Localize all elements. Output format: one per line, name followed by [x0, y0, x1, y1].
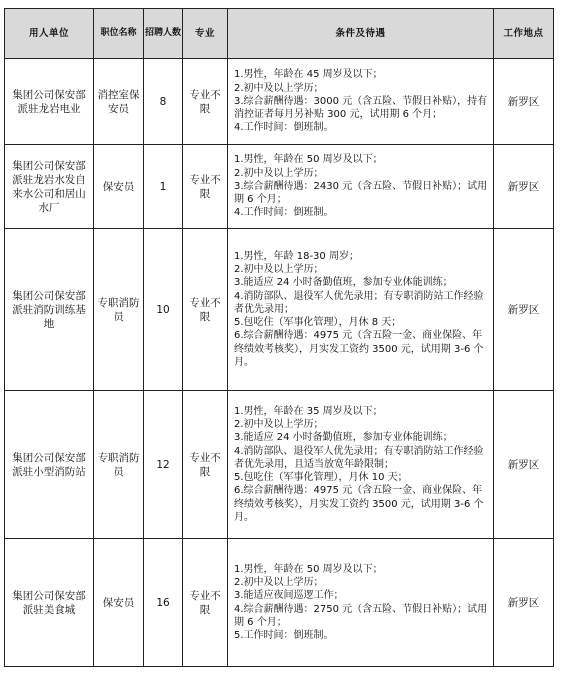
cell-unit: 集团公司保安部派驻龙岩电业 [5, 59, 94, 145]
condition-item: 4.综合薪酬待遇：2750 元（含五险、节假日补贴）；试用期 6 个月； [234, 603, 488, 628]
condition-item: 1.男性，年龄在 50 周岁及以下； [234, 563, 383, 575]
cell-location: 新罗区 [494, 539, 554, 667]
header-location: 工作地点 [494, 9, 554, 59]
table-row [5, 145, 554, 229]
table-row [5, 391, 554, 539]
condition-item: 5.包吃住（军事化管理），月休 8 天； [234, 317, 402, 329]
cell-unit: 集团公司保安部派驻小型消防站 [5, 391, 94, 539]
table-row [5, 59, 554, 145]
condition-item: 2.初中及以上学历； [234, 419, 324, 431]
condition-item: 4.消防部队、退役军人优先录用；有专职消防站工作经验者优先录用，且适当放宽年龄限制； [234, 445, 484, 470]
header-position: 职位名称 [94, 9, 144, 59]
cell-major: 专业不限 [183, 59, 228, 145]
recruitment-table [4, 8, 554, 667]
cell-position: 消控室保安员 [94, 59, 144, 145]
cell-conditions [228, 59, 494, 145]
cell-unit: 集团公司保安部派驻消防训练基地 [5, 229, 94, 391]
condition-item: 2.初中及以上学历； [234, 167, 324, 179]
cell-conditions [228, 391, 494, 539]
cell-conditions [228, 145, 494, 229]
condition-item: 3.能适应夜间巡逻工作； [234, 590, 344, 602]
cell-recruit-count: 8 [144, 59, 183, 145]
condition-item: 4.消防部队、退役军人优先录用；有专职消防站工作经验者优先录用； [234, 290, 484, 315]
cell-recruit-count: 1 [144, 145, 183, 229]
cell-location: 新罗区 [494, 391, 554, 539]
cell-position: 保安员 [94, 145, 144, 229]
condition-item: 5.包吃住（军事化管理），月休 10 天； [234, 472, 408, 484]
cell-recruit-count: 10 [144, 229, 183, 391]
condition-item: 4.工作时间：倒班制。 [234, 122, 334, 134]
cell-unit: 集团公司保安部派驻美食城 [5, 539, 94, 667]
cell-major: 专业不限 [183, 391, 228, 539]
cell-major: 专业不限 [183, 539, 228, 667]
cell-major: 专业不限 [183, 145, 228, 229]
condition-item: 2.初中及以上学历； [234, 82, 324, 94]
cell-location: 新罗区 [494, 59, 554, 145]
header-row [5, 9, 554, 59]
header-major: 专业 [183, 9, 228, 59]
cell-conditions [228, 229, 494, 391]
condition-item: 6.综合薪酬待遇：4975 元（含五险一金、商业保险、年终绩效考核奖），月实发工资约 3500 元，试用期 3-6 个月。 [234, 485, 484, 523]
condition-item: 6.综合薪酬待遇：4975 元（含五险一金、商业保险、年终绩效考核奖），月实发工资约 3500 元，试用期 3-6 个月。 [234, 330, 484, 368]
cell-location: 新罗区 [494, 229, 554, 391]
header-conditions: 条件及待遇 [228, 9, 494, 59]
condition-item: 4.工作时间：倒班制。 [234, 207, 334, 219]
cell-major: 专业不限 [183, 229, 228, 391]
condition-item: 3.能适应 24 小时备勤值班，参加专业体能训练； [234, 432, 453, 444]
condition-item: 3.综合薪酬待遇：3000 元（含五险、节假日补贴），持有消控证者每月另补贴 300 元，试用期 6 个月； [234, 95, 488, 121]
cell-location: 新罗区 [494, 145, 554, 229]
condition-item: 5.工作时间：倒班制。 [234, 629, 334, 641]
condition-item: 2.初中及以上学历； [234, 264, 324, 276]
cell-conditions [228, 539, 494, 667]
header-unit: 用人单位 [5, 9, 94, 59]
cell-unit: 集团公司保安部派驻龙岩水发自来水公司和居山水厂 [5, 145, 94, 229]
cell-position: 专职消防员 [94, 229, 144, 391]
condition-item: 1.男性，年龄在 50 周岁及以下； [234, 154, 383, 166]
condition-item: 1.男性，年龄在 45 周岁及以下； [234, 69, 383, 81]
table-row [5, 229, 554, 391]
table-row [5, 539, 554, 667]
cell-position: 专职消防员 [94, 391, 144, 539]
condition-item: 3.能适应 24 小时备勤值班，参加专业体能训练； [234, 277, 453, 289]
cell-position: 保安员 [94, 539, 144, 667]
cell-recruit-count: 16 [144, 539, 183, 667]
condition-item: 1.男性，年龄在 35 周岁及以下； [234, 406, 383, 418]
condition-item: 2.初中及以上学历； [234, 577, 324, 589]
condition-item: 1.男性，年龄 18-30 周岁； [234, 251, 359, 263]
condition-item: 3.综合薪酬待遇：2430 元（含五险、节假日补贴）；试用期 6 个月； [234, 180, 488, 206]
header-recruit-count: 招聘人数 [144, 9, 183, 59]
cell-recruit-count: 12 [144, 391, 183, 539]
